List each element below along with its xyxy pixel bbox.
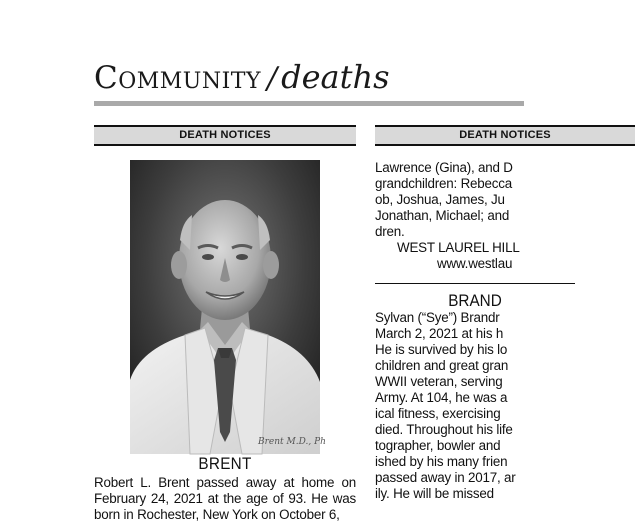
funeral-home: WEST LAUREL HILL — [397, 240, 520, 255]
right-column — [375, 125, 551, 502]
subsection-title: deaths — [281, 58, 390, 96]
death-notices-band-left: DEATH NOTICES — [94, 125, 356, 146]
obituary-continuation — [375, 160, 575, 272]
text-line: Jonathan, Michael; and — [375, 208, 510, 223]
photo-signature: Brent M.D., Ph — [258, 437, 326, 447]
text-line: Sylvan (“Sye”) Brandr — [375, 310, 500, 325]
section-separator: / — [267, 61, 278, 96]
death-notices-band-right: DEATH NOTICES — [375, 125, 635, 146]
text-line: tographer, bowler and — [375, 438, 501, 453]
text-line: Army. At 104, he was a — [375, 390, 508, 405]
text-line: WWII veteran, serving — [375, 374, 503, 389]
text-line: Lawrence (Gina), and D — [375, 160, 513, 175]
text-line: grandchildren: Rebecca — [375, 176, 513, 191]
text-line: ished by his many frien — [375, 454, 508, 469]
text-line: ob, Joshua, James, Ju — [375, 192, 505, 207]
funeral-home-url: www.westlau — [437, 256, 513, 271]
portrait-photo — [130, 160, 326, 454]
text-line: ical fitness, exercising — [375, 406, 501, 421]
obituary-body-brent: Robert L. Brent passed away at home on February 24, 2021 at the age of 93. He was born in Rochester, New York on October 6, — [94, 475, 356, 522]
obituary-divider — [375, 283, 575, 284]
text-line: died. Throughout his life — [375, 422, 513, 437]
section-title: Community — [94, 60, 261, 96]
text-line: March 2, 2021 at his h — [375, 326, 504, 341]
obituary-name-brand: BRAND — [448, 291, 502, 310]
text-line: He is survived by his lo — [375, 342, 508, 357]
text-line: passed away in 2017, ar — [375, 470, 516, 485]
left-column — [94, 125, 356, 523]
obituary-name-brent: BRENT — [198, 454, 252, 473]
page-header — [94, 58, 524, 96]
obituary-body-brand — [375, 310, 575, 502]
text-line: dren. — [375, 224, 405, 239]
text-line: ily. He will be missed — [375, 486, 494, 501]
text-line: children and great gran — [375, 358, 509, 373]
header-rule — [94, 101, 524, 106]
